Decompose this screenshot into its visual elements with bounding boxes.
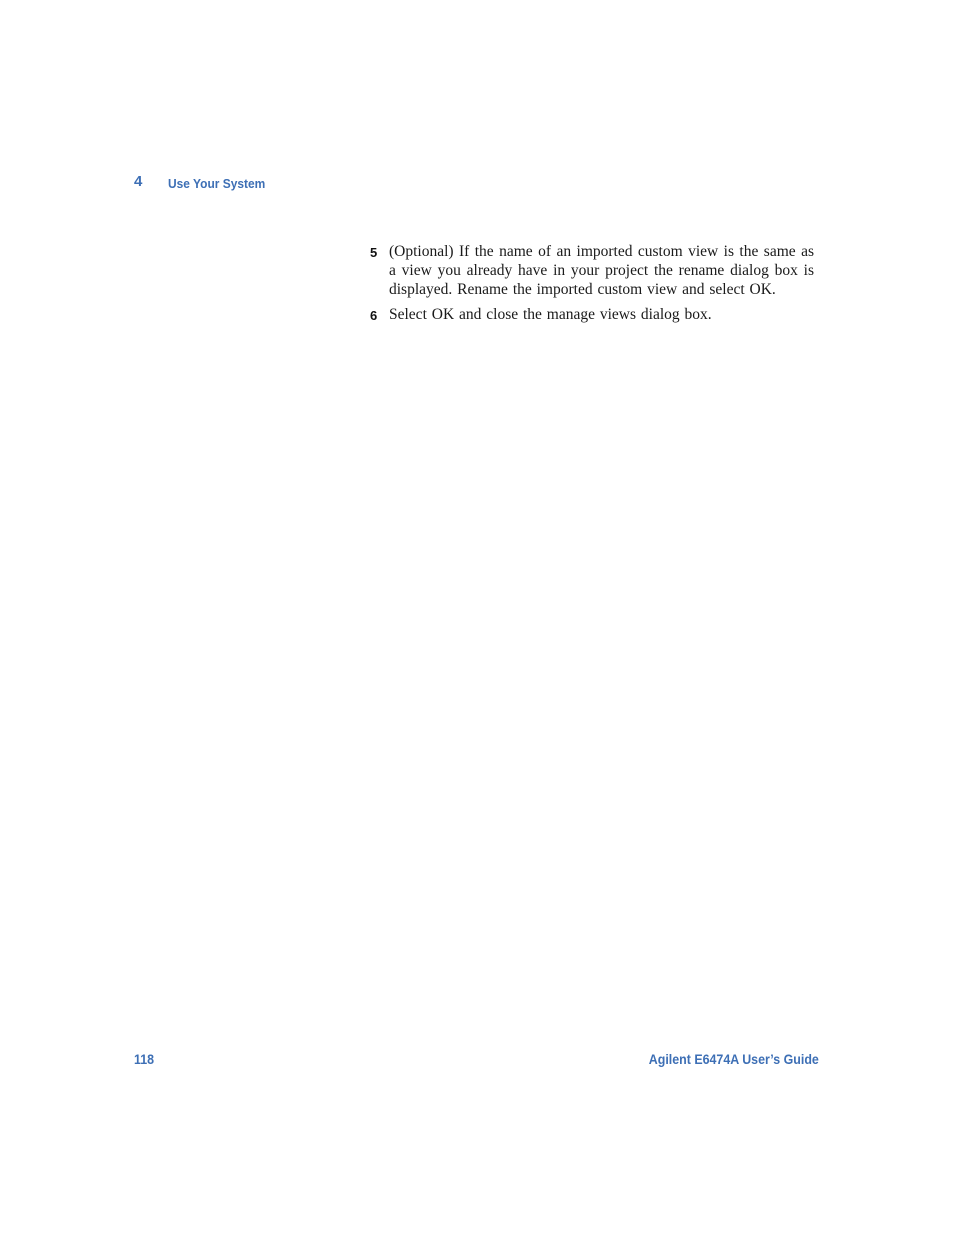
step-text: Select OK and close the manage views dialog box. xyxy=(389,306,712,323)
step-number: 5 xyxy=(370,245,378,260)
step-text: (Optional) If the name of an imported custom view is the same as a view you already have in your project the rename dialog box is displayed. Rename the imported custom view and select OK. xyxy=(389,243,814,298)
step-number: 6 xyxy=(370,308,378,323)
step-list xyxy=(370,242,814,330)
page-number: 118 xyxy=(134,1052,155,1067)
step-item xyxy=(370,305,814,324)
chapter-number: 4 xyxy=(134,173,143,190)
guide-title: Agilent E6474A User’s Guide xyxy=(648,1052,819,1067)
step-item xyxy=(370,242,814,299)
chapter-title: Use Your System xyxy=(168,176,266,191)
